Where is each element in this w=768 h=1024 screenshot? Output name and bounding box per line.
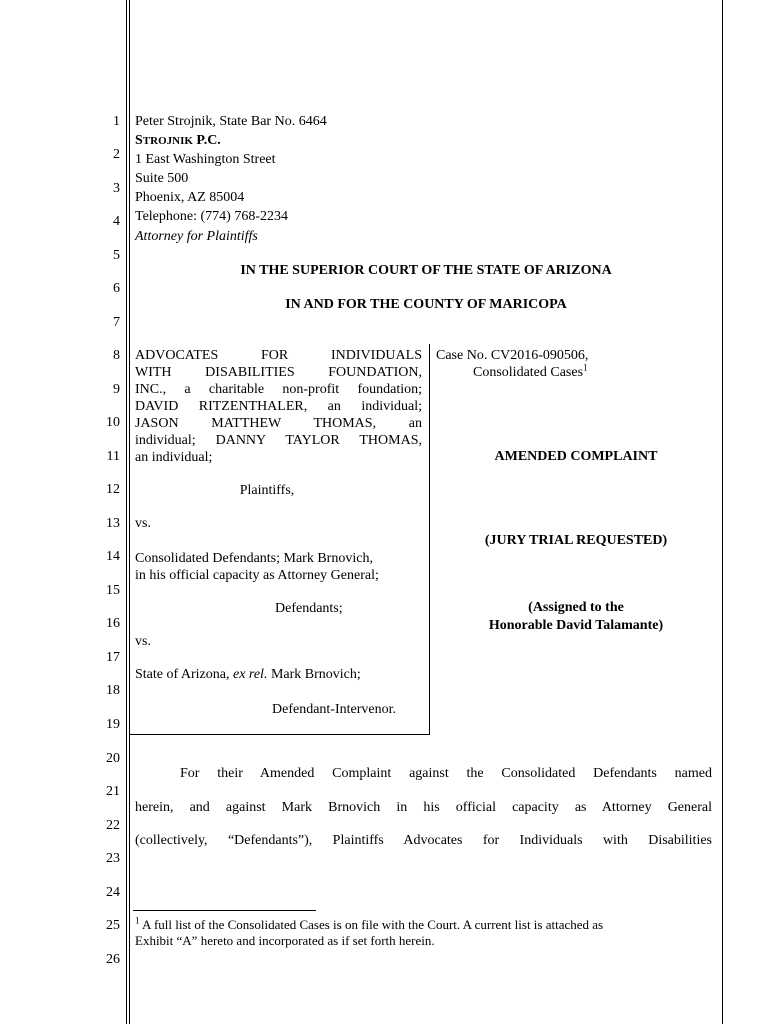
plaintiffs-line: WITH DISABILITIES FOUNDATION, [135, 365, 422, 380]
plaintiffs-label: Plaintiffs, [239, 483, 295, 498]
body-line: For their Amended Complaint against the Consolidated Defendants named [180, 766, 712, 781]
intervenor-post: Mark Brnovich; [267, 667, 361, 682]
assigned-judge-line2: Honorable David Talamante) [488, 618, 664, 633]
line-number: 19 [106, 717, 120, 732]
plaintiffs-line: INC., a charitable non-profit foundation; [135, 382, 422, 397]
line-number: 13 [106, 516, 120, 531]
defendants-line: Consolidated Defendants; Mark Brnovich, [135, 551, 373, 566]
line-number: 3 [113, 181, 120, 196]
address-street: 1 East Washington Street [135, 152, 276, 167]
firm-smallcaps: TROJNIK [142, 135, 193, 147]
line-number: 2 [113, 147, 120, 162]
footnote-reference: 1 [583, 362, 588, 373]
footnote-separator [133, 910, 316, 911]
law-firm-name [135, 133, 221, 149]
line-number: 23 [106, 851, 120, 866]
intervenor-label: Defendant-Intervenor. [272, 702, 396, 717]
line-number: 10 [106, 415, 120, 430]
intervenor-line [135, 667, 361, 683]
county-title: IN AND FOR THE COUNTY OF MARICOPA [285, 297, 567, 312]
line-number: 17 [106, 650, 120, 665]
line-number: 5 [113, 248, 120, 263]
line-number: 8 [113, 348, 120, 363]
line-number: 4 [113, 214, 120, 229]
line-number: 6 [113, 281, 120, 296]
line-number: 22 [106, 818, 120, 833]
plaintiffs-line: JASON MATTHEW THOMAS, an [135, 416, 422, 431]
consolidated-cases [473, 362, 588, 381]
line-number: 9 [113, 382, 120, 397]
right-margin-rule [722, 0, 723, 1024]
left-margin-rule-outer [126, 0, 127, 1024]
line-number: 26 [106, 952, 120, 967]
attorney-name-bar: Peter Strojnik, State Bar No. 6464 [135, 114, 327, 129]
attorney-telephone: Telephone: (774) 768-2234 [135, 209, 288, 224]
line-number: 7 [113, 315, 120, 330]
firm-suffix: P.C. [192, 133, 221, 148]
document-title: AMENDED COMPLAINT [494, 449, 658, 464]
footnote-mark: 1 [135, 915, 140, 926]
plaintiffs-line: DAVID RITZENTHALER, an individual; [135, 399, 422, 414]
defendants-line: in his official capacity as Attorney General; [135, 568, 379, 583]
line-number: 14 [106, 549, 120, 564]
line-number: 12 [106, 482, 120, 497]
line-number: 21 [106, 784, 120, 799]
plaintiffs-line: individual; DANNY TAYLOR THOMAS, [135, 433, 422, 448]
footnote-line [135, 917, 603, 933]
consolidated-cases-text: Consolidated Cases [473, 365, 584, 380]
line-number: 24 [106, 885, 120, 900]
footnote-text: A full list of the Consolidated Cases is on file with the Court. A current list is attached as [139, 917, 604, 932]
line-number: 20 [106, 751, 120, 766]
plaintiffs-line: an individual; [135, 450, 213, 465]
body-line: (collectively, “Defendants”), Plaintiffs Advocates for Individuals with Disabilities [135, 833, 712, 848]
footnote-line: Exhibit “A” hereto and incorporated as if set forth herein. [135, 933, 435, 948]
line-number: 11 [106, 449, 120, 464]
line-number: 16 [106, 616, 120, 631]
versus-label: vs. [135, 634, 151, 649]
versus-label: vs. [135, 516, 151, 531]
firm-initial: S [135, 133, 143, 148]
court-title: IN THE SUPERIOR COURT OF THE STATE OF ARIZONA [240, 263, 612, 278]
line-number: 25 [106, 918, 120, 933]
address-city: Phoenix, AZ 85004 [135, 190, 245, 205]
case-number: Case No. CV2016-090506, [436, 348, 589, 363]
defendants-label: Defendants; [275, 601, 343, 616]
attorney-role: Attorney for Plaintiffs [135, 229, 258, 244]
body-line: herein, and against Mark Brnovich in his official capacity as Attorney General [135, 800, 712, 815]
address-suite: Suite 500 [135, 171, 189, 186]
intervenor-pre: State of Arizona, [135, 667, 233, 682]
assigned-judge-line1: (Assigned to the [528, 600, 624, 615]
plaintiffs-line: ADVOCATES FOR INDIVIDUALS [135, 348, 422, 363]
intervenor-italic: ex rel. [232, 667, 268, 682]
line-number: 18 [106, 683, 120, 698]
line-number: 15 [106, 583, 120, 598]
jury-trial-requested: (JURY TRIAL REQUESTED) [484, 533, 668, 548]
line-number: 1 [113, 114, 120, 129]
